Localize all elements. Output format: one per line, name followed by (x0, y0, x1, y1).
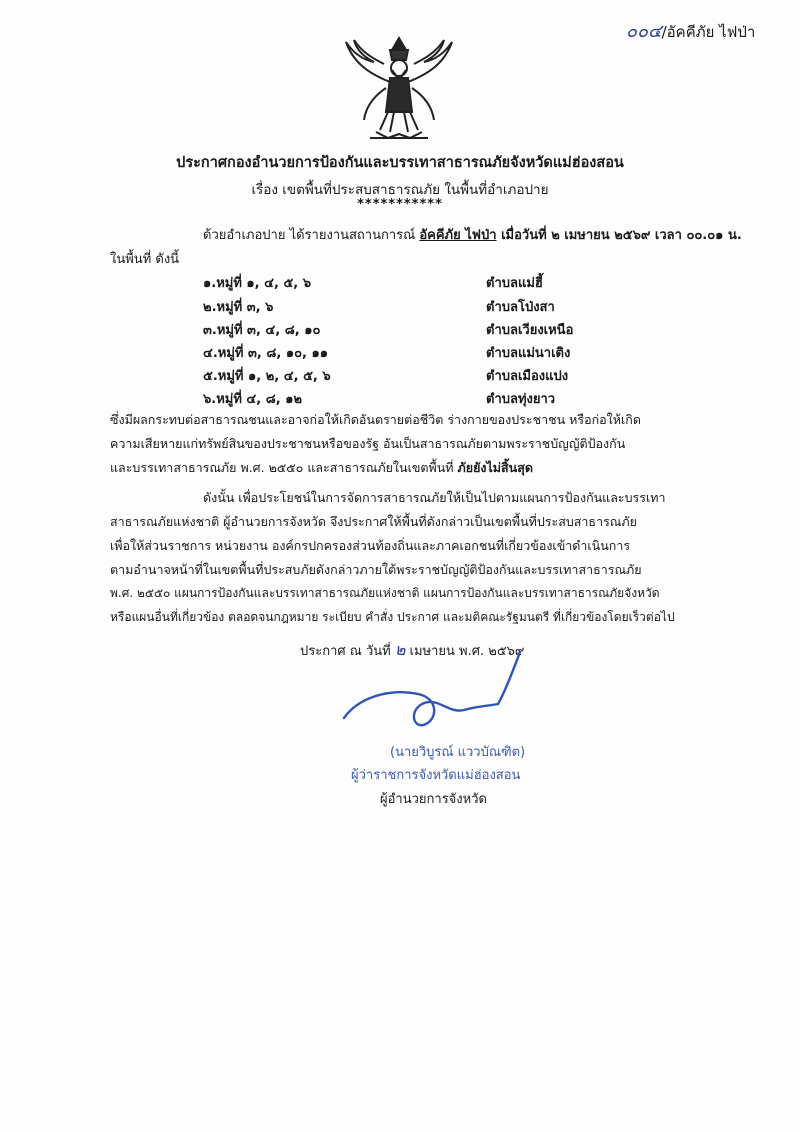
paragraph-1-line-3 (110, 458, 533, 478)
area-subdistrict-4: ตำบลแม่นาเติง (486, 346, 571, 361)
handwritten-day: ๒ (394, 640, 406, 659)
announcement-subject: เรื่อง เขตพื้นที่ประสบสาธารณภัย ในพื้นที่อำเภอปาย (251, 182, 549, 198)
paragraph-2-line-4: ตามอำนาจหน้าที่ในเขตพื้นที่ประสบภัยดังกล่าวภายใต้พระราชบัญญัติป้องกันและบรรเทาสาธารณภัย (110, 562, 642, 577)
announcement-title: ประกาศกองอำนวยการป้องกันและบรรเทาสาธารณภัยจังหวัดแม่ฮ่องสอน (176, 155, 624, 171)
area-village-3: ๓.หมู่ที่ ๓, ๔, ๘, ๑๐ (203, 323, 321, 338)
area-subdistrict-1: ตำบลแม่ฮี้ (486, 276, 543, 291)
announcement-date-prefix: ประกาศ ณ วันที่ (300, 644, 395, 659)
disaster-status: ภัยยังไม่สิ้นสุด (457, 460, 533, 475)
handwritten-number: ๐๐๔ (626, 21, 662, 42)
signer-position: ผู้ว่าราชการจังหวัดแม่ฮ่องสอน (351, 768, 521, 783)
area-village-6: ๖.หมู่ที่ ๔, ๘, ๑๒ (203, 392, 303, 407)
paragraph-1-line-2: ความเสียหายแก่ทรัพย์สินของประชาชนหรือของรัฐ อันเป็นสาธารณภัยตามพระราชบัญญัติป้องกัน (110, 436, 626, 451)
signer-name: (นายวิบูรณ์ แววบัณฑิต) (390, 745, 526, 760)
area-village-5: ๕.หมู่ที่ ๑, ๒, ๔, ๕, ๖ (203, 369, 331, 384)
paragraph-1-line-1: ซึ่งมีผลกระทบต่อสาธารณชนและอาจก่อให้เกิดอันตรายต่อชีวิต ร่างกายของประชาชน หรือก่อให้เกิด (110, 412, 641, 427)
area-label: ในพื้นที่ ดังนี้ (110, 252, 180, 267)
disaster-type: อัคคีภัย ไฟป่า (419, 228, 497, 243)
announcement-date-suffix: เมษายน พ.ศ. ๒๕๖๙ (405, 644, 525, 659)
paragraph-2-line-3: เพื่อให้ส่วนราชการ หน่วยงาน องค์กรปกครองส่วนท้องถิ่นและภาคเอกชนที่เกี่ยวข้องเข้าดำเนินการ (110, 538, 631, 553)
area-village-4: ๔.หมู่ที่ ๓, ๘, ๑๐, ๑๑ (203, 346, 329, 361)
area-subdistrict-6: ตำบลทุ่งยาว (486, 392, 556, 407)
area-subdistrict-2: ตำบลโป่งสา (486, 300, 555, 315)
signature (338, 648, 538, 732)
paragraph-2-line-6: หรือแผนอื่นที่เกี่ยวข้อง ตลอดจนกฎหมาย ระเบียบ คำสั่ง ประกาศ และมติคณะรัฐมนตรี ที่เกี่ยวข้องโดยเร็วต่อไป (110, 610, 675, 624)
paragraph-2-line-5: พ.ศ. ๒๕๕๐ แผนการป้องกันและบรรเทาสาธารณภัยแห่งชาติ แผนการป้องกันและบรรเทาสาธารณภัยจังหวัด (110, 586, 660, 600)
intro-text-1: ด้วยอำเภอปาย ได้รายงานสถานการณ์ (203, 228, 420, 243)
separator: *********** (357, 197, 443, 212)
document-tag: /อัคคีภัย ไฟป่า (661, 23, 756, 41)
paragraph-2-line-2: สาธารณภัยแห่งชาติ ผู้อำนวยการจังหวัด จึงประกาศให้พื้นที่ดังกล่าวเป็นเขตพื้นที่ประสบสาธารณภัย (110, 514, 637, 529)
signer-role: ผู้อำนวยการจังหวัด (380, 792, 487, 807)
garuda-emblem-icon (340, 34, 458, 146)
document-number (626, 16, 755, 45)
intro-line (203, 224, 742, 245)
intro-text-2: เมื่อวันที่ ๒ เมษายน ๒๕๖๙ เวลา ๐๐.๐๑ น. (496, 228, 742, 243)
paragraph-1-line-3-text: และบรรเทาสาธารณภัย พ.ศ. ๒๕๕๐ และสาธารณภัยในเขตพื้นที่ (110, 460, 458, 475)
area-village-1: ๑.หมู่ที่ ๑, ๔, ๕, ๖ (203, 276, 311, 291)
area-subdistrict-5: ตำบลเมืองแปง (486, 369, 569, 384)
area-village-2: ๒.หมู่ที่ ๓, ๖ (203, 300, 274, 315)
paragraph-2-line-1: ดังนั้น เพื่อประโยชน์ในการจัดการสาธารณภัยให้เป็นไปตามแผนการป้องกันและบรรเทา (203, 490, 666, 505)
area-subdistrict-3: ตำบลเวียงเหนือ (486, 323, 574, 338)
